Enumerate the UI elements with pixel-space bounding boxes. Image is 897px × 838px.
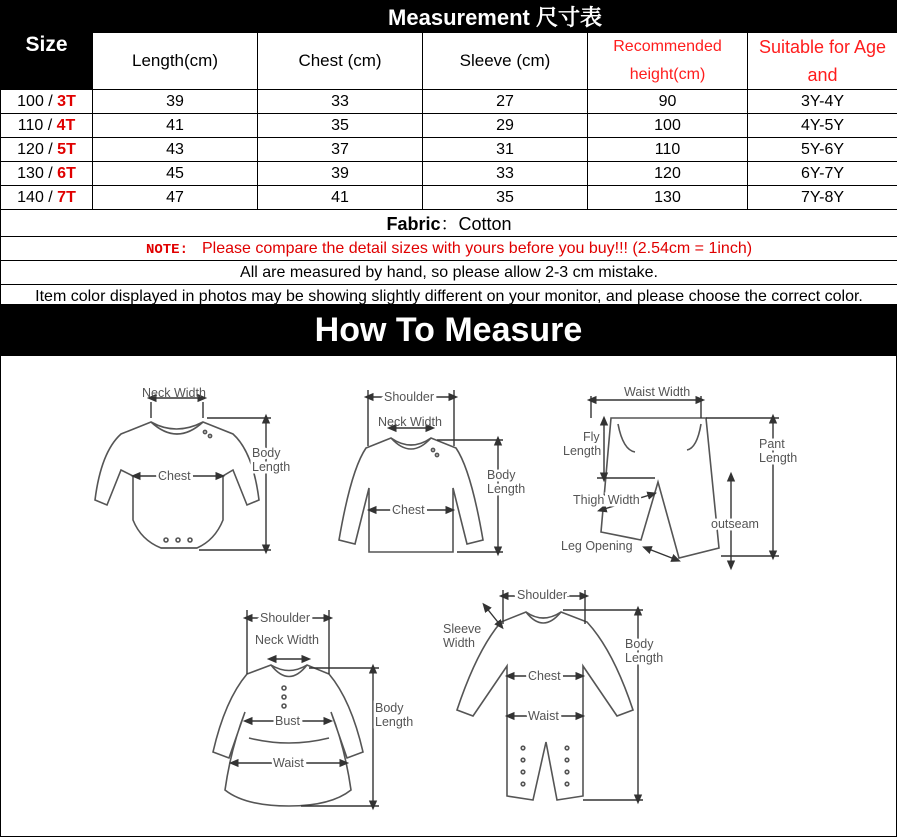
romper-chest-label: Chest <box>528 669 561 683</box>
sleeve-cell: 33 <box>423 162 588 186</box>
shirt-shoulder-label: Shoulder <box>384 390 435 404</box>
pants-pant-label-line2: Length <box>759 451 798 465</box>
chest-cell: 39 <box>258 162 423 186</box>
chest-cell: 37 <box>258 138 423 162</box>
dress-diagram <box>213 610 413 806</box>
romper-snap-icon <box>565 782 569 786</box>
height-cell: 110 <box>588 138 748 162</box>
size-number: 130 / <box>17 164 58 182</box>
pants-outline-icon <box>601 418 719 558</box>
measurement-diagrams-svg <box>1 356 896 836</box>
pants-leg-opening-label: Leg Opening <box>561 539 633 553</box>
dress-button-icon <box>282 686 286 690</box>
bodysuit-outline-icon <box>95 422 259 548</box>
size-cell <box>1 90 93 114</box>
column-header-recommended-height: Recommended height(cm) <box>588 33 748 90</box>
table-row <box>1 162 897 186</box>
how-to-measure-banner: How To Measure <box>0 304 897 356</box>
color-disclaimer-note: Item color displayed in photos may be showing slightly different on your monitor, and please choose the correct color. <box>1 285 897 309</box>
size-number: 110 / <box>17 116 57 134</box>
table-row <box>1 138 897 162</box>
romper-snap-icon <box>521 758 525 762</box>
measurement-title: Measurement 尺寸表 <box>93 1 897 33</box>
bodysuit-collar-icon <box>151 422 203 434</box>
romper-sleeve-label-line2: Width <box>443 636 475 650</box>
chest-cell: 35 <box>258 114 423 138</box>
hand-measured-note: All are measured by hand, so please allow 2-3 cm mistake. <box>1 261 897 285</box>
sleeve-cell: 35 <box>423 186 588 210</box>
sleeve-cell: 29 <box>423 114 588 138</box>
column-header-sleeve: Sleeve (cm) <box>423 33 588 90</box>
height-cell: 90 <box>588 90 748 114</box>
romper-diagram <box>443 588 663 800</box>
pants-waist-width-label: Waist Width <box>624 385 691 399</box>
dress-waist-label: Waist <box>273 756 304 770</box>
romper-outline-icon <box>457 612 633 800</box>
length-cell: 41 <box>93 114 258 138</box>
measurement-diagrams <box>0 356 897 837</box>
dress-shoulder-label: Shoulder <box>260 611 311 625</box>
bodysuit-button-icon <box>208 434 211 437</box>
age-cell: 5Y-6Y <box>748 138 897 162</box>
age-cell: 4Y-5Y <box>748 114 897 138</box>
pants-pant-label-line1: Pant <box>759 437 785 451</box>
length-cell: 45 <box>93 162 258 186</box>
bodysuit-snap-icon <box>176 538 180 542</box>
size-number: 120 / <box>17 140 58 158</box>
sleeve-cell: 31 <box>423 138 588 162</box>
chest-cell: 33 <box>258 90 423 114</box>
height-cell: 130 <box>588 186 748 210</box>
shirt-button-icon <box>435 453 438 456</box>
column-header-length: Length(cm) <box>93 33 258 90</box>
dress-neck-width-label: Neck Width <box>255 633 319 647</box>
shirt-diagram <box>339 390 525 552</box>
size-number: 140 / <box>17 188 58 206</box>
dress-bust-label: Bust <box>275 714 301 728</box>
romper-snap-icon <box>565 746 569 750</box>
bodysuit-button-icon <box>203 430 206 433</box>
length-cell: 47 <box>93 186 258 210</box>
romper-sleeve-width-arrow <box>485 606 501 626</box>
note-text: Please compare the detail sizes with yours before you buy!!! (2.54cm = 1inch) <box>201 239 753 257</box>
shirt-neck-width-label: Neck Width <box>378 415 442 429</box>
size-cell <box>1 186 93 210</box>
romper-snap-icon <box>521 770 525 774</box>
shirt-outline-icon <box>339 438 483 552</box>
bodysuit-diagram <box>95 386 290 550</box>
table-row <box>1 90 897 114</box>
romper-waist-label: Waist <box>528 709 559 723</box>
pants-left-pocket-icon <box>618 424 635 452</box>
bodysuit-body-label-line1: Body <box>252 446 281 460</box>
romper-body-label-line1: Body <box>625 637 654 651</box>
age-cell: 3Y-4Y <box>748 90 897 114</box>
romper-snap-icon <box>521 746 525 750</box>
size-tag: 6T <box>57 164 76 182</box>
pants-fly-label-line2: Length <box>563 444 602 458</box>
romper-shoulder-label: Shoulder <box>517 588 568 602</box>
fabric-value: ：Cotton <box>440 214 512 234</box>
height-cell: 120 <box>588 162 748 186</box>
pants-leg-opening-arrow <box>646 548 677 560</box>
bodysuit-neck-width-label: Neck Width <box>142 386 206 400</box>
shirt-body-label-line1: Body <box>487 468 516 482</box>
column-header-suitable-age: Suitable for Age and <box>748 33 897 90</box>
length-cell: 39 <box>93 90 258 114</box>
romper-body-label-line2: Length <box>625 651 664 665</box>
shirt-collar-icon <box>391 438 431 449</box>
size-table <box>0 0 897 309</box>
column-header-chest: Chest (cm) <box>258 33 423 90</box>
age-cell: 6Y-7Y <box>748 162 897 186</box>
dress-button-icon <box>282 704 286 708</box>
size-column-header: Size <box>1 1 93 90</box>
size-cell <box>1 114 93 138</box>
pants-outseam-label: outseam <box>711 517 759 531</box>
size-tag: 3T <box>57 92 76 110</box>
age-cell: 7Y-8Y <box>748 186 897 210</box>
dress-body-label-line1: Body <box>375 701 404 715</box>
dress-waist-seam-icon <box>249 738 329 743</box>
size-tag: 4T <box>56 116 76 134</box>
bodysuit-chest-label: Chest <box>158 469 191 483</box>
romper-snap-icon <box>521 782 525 786</box>
table-row <box>1 114 897 138</box>
chest-cell: 41 <box>258 186 423 210</box>
table-row <box>1 186 897 210</box>
height-cell: 100 <box>588 114 748 138</box>
bodysuit-body-label-line2: Length <box>252 460 291 474</box>
romper-snap-icon <box>565 770 569 774</box>
size-number: 100 / <box>17 92 58 110</box>
pants-right-pocket-icon <box>687 424 701 450</box>
bodysuit-snap-icon <box>164 538 168 542</box>
note-row <box>1 237 897 261</box>
shirt-body-label-line2: Length <box>487 482 526 496</box>
dress-body-label-line2: Length <box>375 715 414 729</box>
bodysuit-snap-icon <box>188 538 192 542</box>
pants-thigh-width-label: Thigh Width <box>573 493 640 507</box>
shirt-button-icon <box>431 448 434 451</box>
size-cell <box>1 138 93 162</box>
romper-snap-icon <box>565 758 569 762</box>
fabric-row <box>1 210 897 237</box>
length-cell: 43 <box>93 138 258 162</box>
size-tag: 7T <box>57 188 76 206</box>
note-label: NOTE: <box>145 241 188 258</box>
pants-fly-label-line1: Fly <box>583 430 600 444</box>
shirt-chest-label: Chest <box>392 503 425 517</box>
dress-outline-icon <box>213 665 363 806</box>
romper-sleeve-label-line1: Sleeve <box>443 622 482 636</box>
size-tag: 5T <box>57 140 76 158</box>
sleeve-cell: 27 <box>423 90 588 114</box>
size-cell <box>1 162 93 186</box>
fabric-label: Fabric <box>386 214 441 234</box>
pants-diagram <box>561 385 797 566</box>
dress-button-icon <box>282 695 286 699</box>
